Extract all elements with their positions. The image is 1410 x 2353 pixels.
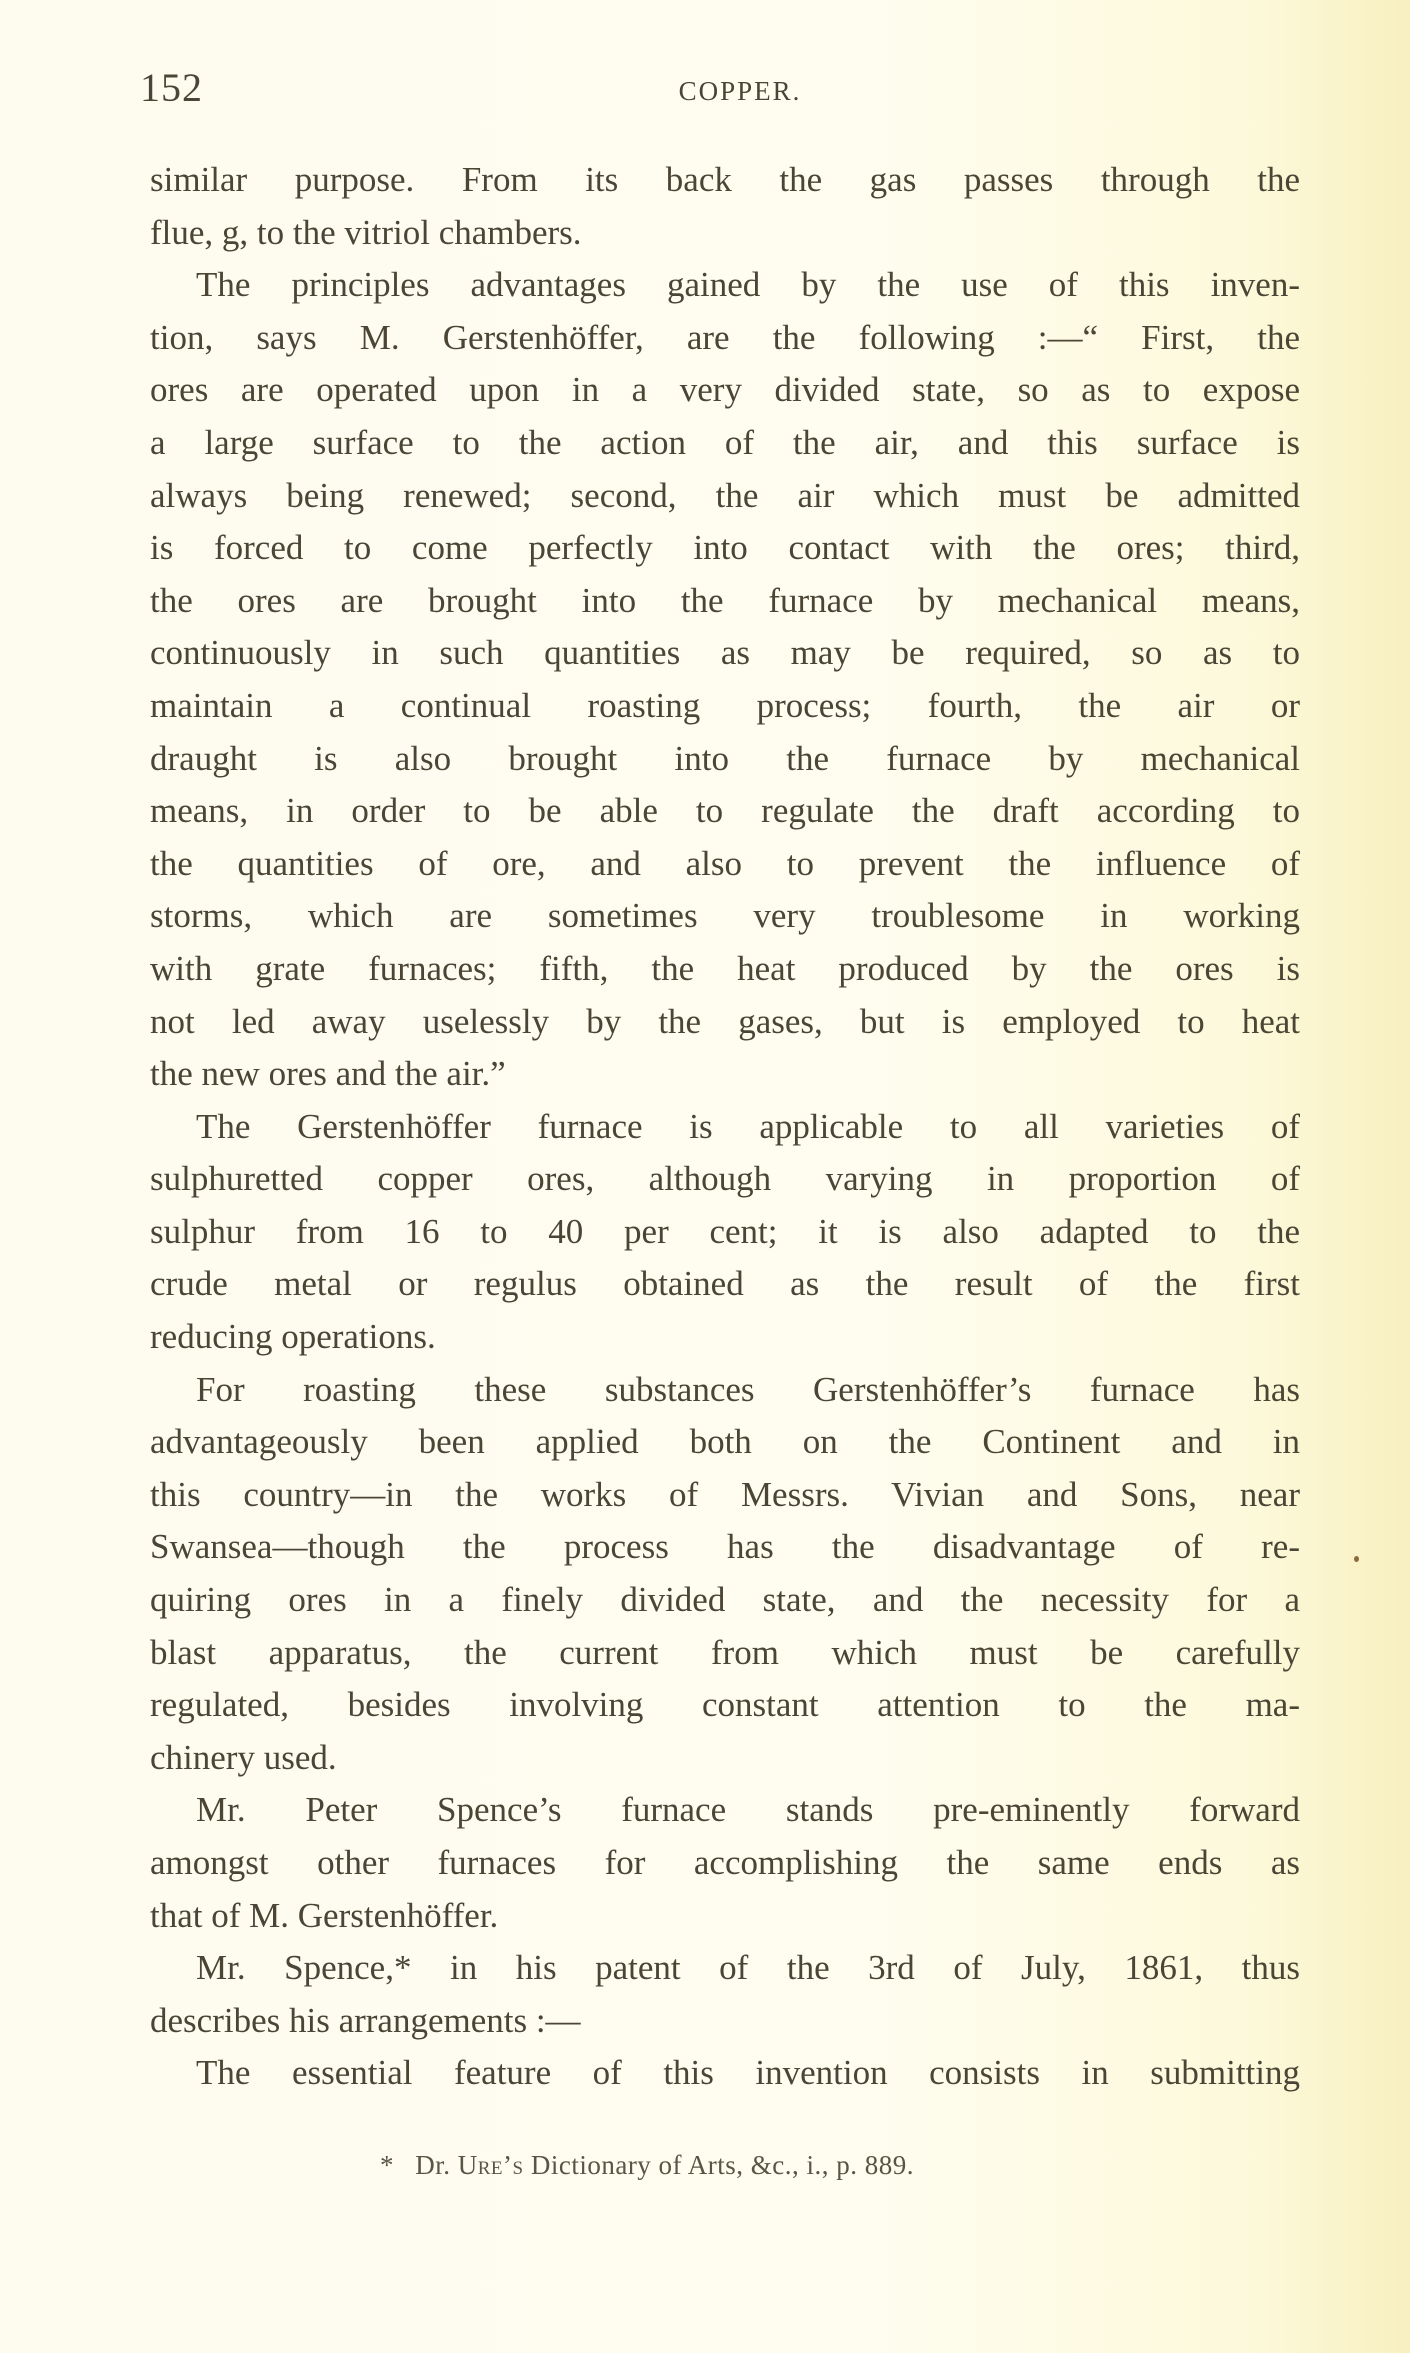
text-line: tion, says M. Gerstenhöffer, are the following :—“ First, the xyxy=(150,317,1300,357)
text-line: the quantities of ore, and also to prevent the influence of xyxy=(150,843,1300,883)
footnote-author: Ure’s xyxy=(457,2150,524,2180)
text-line: blast apparatus, the current from which must be carefully xyxy=(150,1632,1300,1672)
text-line: amongst other furnaces for accomplishing the same ends as xyxy=(150,1843,1300,1882)
text-line: with grate furnaces; fifth, the heat produced by the ores is xyxy=(150,948,1300,988)
text-line: the new ores and the air.” xyxy=(150,1054,506,1094)
text-line: The Gerstenhöffer furnace is applicable to all varieties of xyxy=(196,1106,1300,1146)
text-line: reducing operations. xyxy=(150,1317,436,1357)
text-line: this country—in the works of Messrs. Vivian and Sons, near xyxy=(150,1474,1300,1514)
text-line: chinery used. xyxy=(150,1737,337,1777)
text-line: Mr. Peter Spence’s furnace stands pre-eminently forward xyxy=(196,1790,1300,1830)
text-line: means, in order to be able to regulate the draft according to xyxy=(150,791,1300,831)
running-head: COPPER. xyxy=(678,76,802,106)
text-line: quiring ores in a finely divided state, and the necessity for a xyxy=(150,1580,1300,1620)
text-line: ores are operated upon in a very divided state, so as to expose xyxy=(150,370,1300,410)
text-line: describes his arrangements :— xyxy=(150,2000,581,2040)
text-line: similar purpose. From its back the gas passes through the xyxy=(150,160,1300,199)
footnote-author-prefix: Dr. xyxy=(415,2150,458,2180)
text-line: draught is also brought into the furnace by mechanical xyxy=(150,738,1300,778)
text-line: storms, which are sometimes very troublesome in working xyxy=(150,896,1300,936)
text-line: The principles advantages gained by the use of this inven- xyxy=(196,265,1300,305)
paper-speck xyxy=(1354,1556,1359,1562)
body-text xyxy=(150,154,1300,2100)
text-line: Mr. Spence,* in his patent of the 3rd of July, 1861, thus xyxy=(196,1948,1300,1988)
text-line: that of M. Gerstenhöffer. xyxy=(150,1895,499,1935)
footnote xyxy=(380,2150,914,2181)
footnote-marker: * xyxy=(380,2150,394,2180)
text-line: The essential feature of this invention consists in submitting xyxy=(196,2053,1300,2093)
text-line: is forced to come perfectly into contact with the ores; third, xyxy=(150,528,1300,568)
text-line: continuously in such quantities as may be required, so as to xyxy=(150,633,1300,673)
text-line: sulphuretted copper ores, although varying in proportion of xyxy=(150,1159,1300,1199)
text-line: the ores are brought into the furnace by mechanical means, xyxy=(150,580,1300,620)
text-line: crude metal or regulus obtained as the result of the first xyxy=(150,1264,1300,1304)
text-line: regulated, besides involving constant attention to the ma- xyxy=(150,1685,1300,1725)
text-line: For roasting these substances Gerstenhöffer’s furnace has xyxy=(196,1369,1300,1409)
text-line: Swansea—though the process has the disadvantage of re- xyxy=(150,1527,1300,1567)
text-line: flue, g, to the vitriol chambers. xyxy=(150,212,582,252)
page-number: 152 xyxy=(140,65,203,110)
text-line: a large surface to the action of the air, and this surface is xyxy=(150,422,1300,462)
footnote-citation: Dictionary of Arts, &c., i., p. 889. xyxy=(523,2150,915,2180)
text-line: advantageously been applied both on the Continent and in xyxy=(150,1422,1300,1462)
text-line: sulphur from 16 to 40 per cent; it is also adapted to the xyxy=(150,1211,1300,1251)
text-line: always being renewed; second, the air which must be admitted xyxy=(150,475,1300,515)
text-line: maintain a continual roasting process; fourth, the air or xyxy=(150,685,1300,725)
text-line: not led away uselessly by the gases, but is employed to heat xyxy=(150,1001,1300,1041)
